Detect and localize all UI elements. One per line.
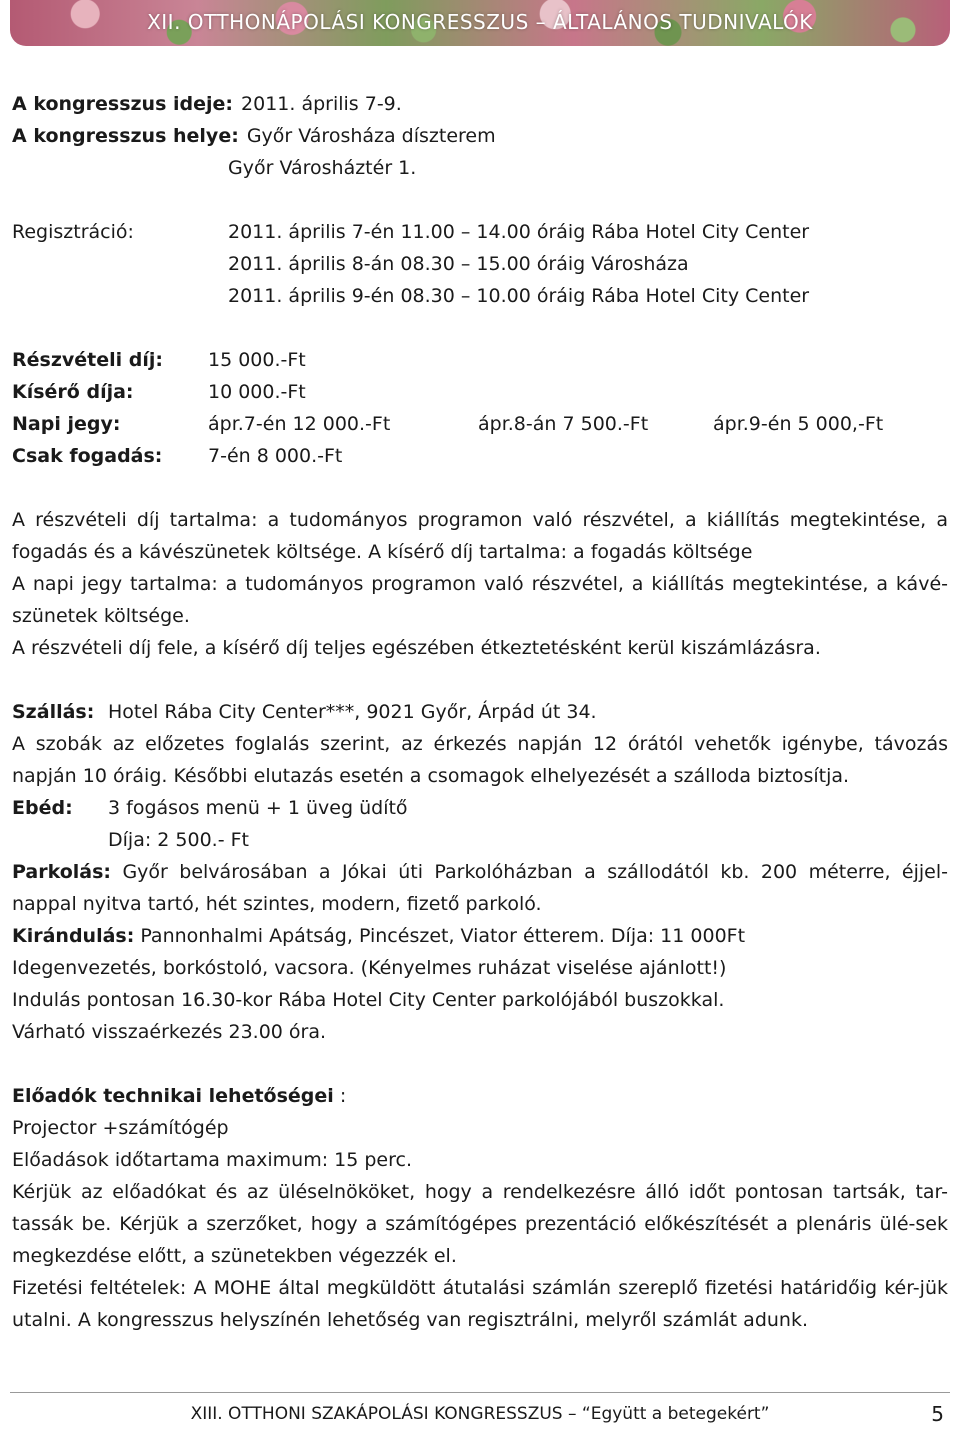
reception-fee-label: Csak fogadás: [12,445,163,467]
parking-paragraph [12,856,948,920]
billing-paragraph: A részvételi díj fele, a kísérő díj teljes egészében étkeztetésként kerül kiszámlázásra. [12,637,821,659]
registration-label: Regisztráció: [12,221,134,243]
congress-place-value: Győr Városháza díszterem [246,125,496,147]
registration-line: 2011. április 7-én 11.00 – 14.00 óráig Rába Hotel City Center [228,221,810,243]
technical-line-2: Előadások időtartama maximum: 15 perc. [12,1149,412,1171]
technical-heading-suffix: : [333,1085,347,1107]
excursion-row [12,920,948,952]
technical-heading-text: Előadók technikai lehetőségei [12,1085,334,1107]
excursion-line-2: Idegenvezetés, borkóstoló, vacsora. (Kényelmes ruházat viselése ajánlott!) [12,957,727,979]
fee-row-daily [12,408,948,440]
footer-divider [10,1392,950,1393]
congress-date-value: 2011. április 7-9. [241,93,402,115]
lodging-label: Szállás: [12,701,95,723]
header-banner [10,0,950,46]
daily-ticket-day1: ápr.7-én 12 000.-Ft [208,413,391,435]
fee-row-companion [12,376,948,408]
header-title: XII. OTTHONÁPOLÁSI KONGRESSZUS – ÁLTALÁNOS TUDNIVALÓK [147,10,813,34]
payment-paragraph: Fizetési feltételek: A MOHE által megküldött átutalási számlán szereplő fizetési határidőig kér-jük utalni. A kongresszus helyszínén lehetőség van regisztrálni, melyről számlát adunk. [12,1277,948,1331]
registration-row-1 [12,216,948,248]
excursion-label: Kirándulás: [12,925,135,947]
excursion-line-4: Várható visszaérkezés 23.00 óra. [12,1021,327,1043]
lunch-value: 3 fogásos menü + 1 üveg üdítő [108,797,408,819]
technical-heading [12,1080,948,1112]
fees-block [12,344,948,472]
lodging-text: A szobák az előzetes foglalás szerint, az érkezés napján 12 órától vehetők igénybe, távozás napján 10 óráig. Későbbi elutazás esetén a csomagok elhelyezését a szálloda biztosítja. [12,733,948,787]
daily-ticket-day2: ápr.8-án 7 500.-Ft [478,413,649,435]
lunch-row [12,792,948,824]
congress-place-label: A kongresszus helye: [12,125,239,147]
lunch-price: Díja: 2 500.- Ft [108,829,249,851]
registration-row-2 [12,248,948,280]
lunch-label: Ebéd: [12,797,73,819]
daily-ticket-paragraph: A napi jegy tartalma: a tudományos programon való részvétel, a kiállítás megtekintése, a kávé-szünetek költsége. [12,573,948,627]
congress-place-value-2: Győr Városháztér 1. [228,157,417,179]
fee-content-paragraph: A részvételi díj tartalma: a tudományos programon való részvétel, a kiállítás megtekintése, a fogadás és a kávészünetek költsége. A kísérő díj tartalma: a fogadás költsége [12,509,948,563]
congress-date-label: A kongresszus ideje: [12,93,234,115]
fee-row-participation [12,344,948,376]
technical-line-1: Projector +számítógép [12,1117,229,1139]
technical-paragraph-1: Kérjük az előadókat és az üléselnököket, hogy a rendelkezésre álló időt pontosan tartsák, tar-tassák be. Kérjük a szerzőket, hogy a számítógépes prezentáció előkészítését a plenáris ülé-sek megkezdése előtt, a szünetekben végezzék el. [12,1181,948,1267]
footer-text: XIII. OTTHONI SZAKÁPOLÁSI KONGRESSZUS – “Együtt a betegekért” [190,1404,770,1424]
reception-fee-value: 7-én 8 000.-Ft [208,445,343,467]
main-content [12,88,948,1336]
congress-date-row [12,88,948,120]
fee-row-reception [12,440,948,472]
participation-fee-value: 15 000.-Ft [208,349,306,371]
companion-fee-value: 10 000.-Ft [208,381,306,403]
congress-place-row [12,120,948,152]
participation-fee-label: Részvételi díj: [12,349,163,371]
excursion-value: Pannonhalmi Apátság, Pincészet, Viator étterem. Díja: 11 000Ft [140,925,746,947]
parking-text: Győr belvárosában a Jókai úti Parkolóházban a szállodától kb. 200 méterre, éjjel-nappal nyitva tartó, hét szintes, modern, fizető parkoló. [12,861,948,915]
registration-row-3 [12,280,948,312]
daily-ticket-label: Napi jegy: [12,413,121,435]
parking-label: Parkolás: [12,861,112,883]
registration-line: 2011. április 8-án 08.30 – 15.00 óráig Városháza [228,253,689,275]
companion-fee-label: Kísérő díja: [12,381,134,403]
excursion-line-3: Indulás pontosan 16.30-kor Rába Hotel City Center parkolójából buszokkal. [12,989,725,1011]
lodging-row [12,696,948,728]
page-number: 5 [931,1402,944,1426]
lunch-price-row [12,824,948,856]
lodging-value: Hotel Rába City Center***, 9021 Győr, Árpád út 34. [108,701,597,723]
congress-place-row-2 [12,152,948,184]
daily-ticket-day3: ápr.9-én 5 000,-Ft [713,413,884,435]
registration-line: 2011. április 9-én 08.30 – 10.00 óráig Rába Hotel City Center [228,285,810,307]
